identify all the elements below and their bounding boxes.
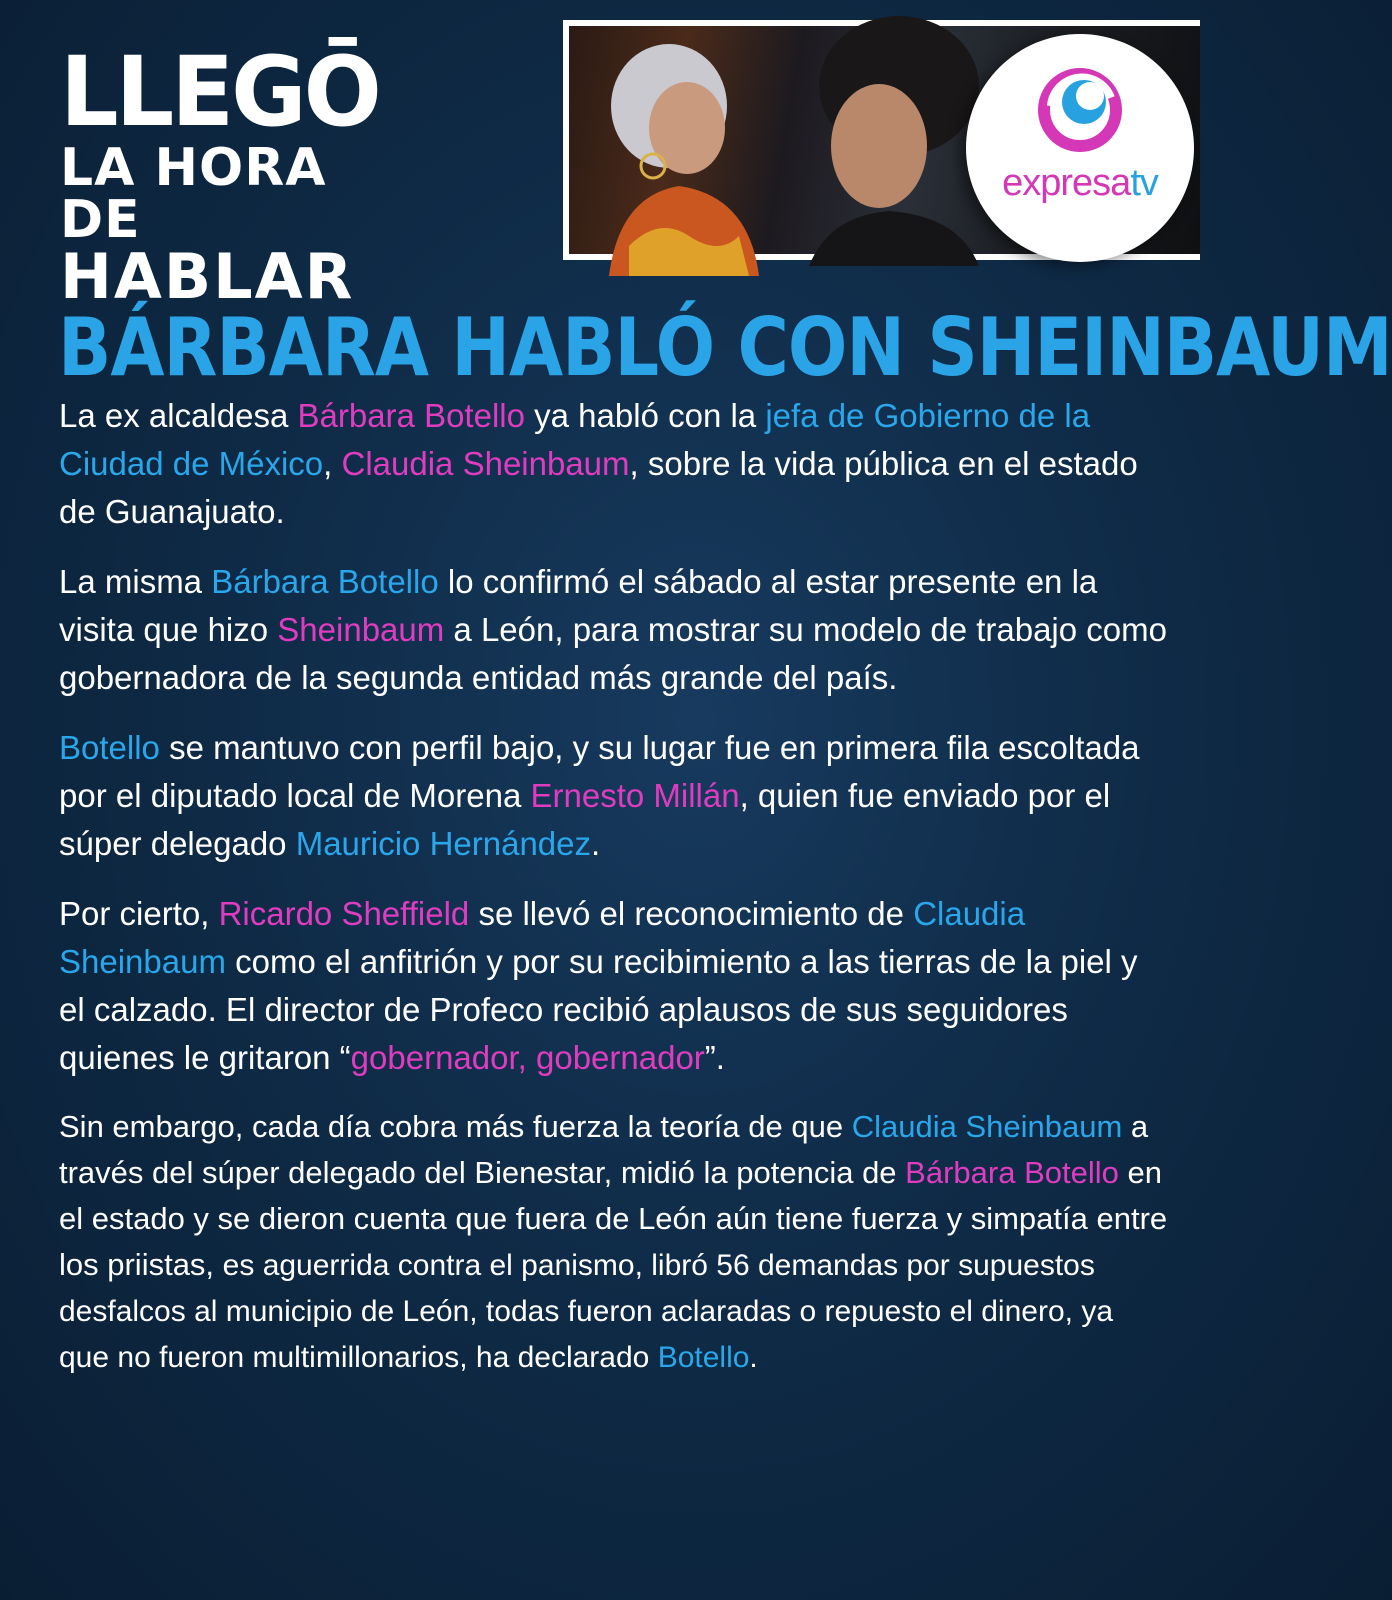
expresatv-logo: [966, 34, 1194, 262]
woman-dark-hair-figure: [769, 26, 989, 266]
name-highlight: Claudia Sheinbaum: [851, 1109, 1123, 1144]
program-title-line3: HABLAR: [60, 240, 355, 313]
paragraph-4: Por cierto, Ricardo Sheffield se llevó el reconocimiento de Claudia Sheinbaum como el anfitrión y por su recibimiento a las tierras de la piel y el calzado. El director de Profeco recibió aplausos de sus seguidores quienes le gritaron “gobernador, gobernador”.: [59, 895, 1138, 1076]
name-highlight: Sheinbaum: [277, 611, 445, 648]
expresatv-wordmark: expresatv: [1002, 162, 1158, 204]
name-highlight: Ricardo Sheffield: [218, 895, 470, 932]
woman-silver-hair-figure: [589, 36, 769, 276]
paragraph-1: La ex alcaldesa Bárbara Botello ya habló con la jefa de Gobierno de la Ciudad de México, Claudia Sheinbaum, sobre la vida pública en el estado de Guanajuato.: [59, 397, 1138, 530]
name-highlight: Bárbara Botello: [905, 1155, 1119, 1190]
news-photo: [569, 26, 1200, 254]
paragraph-3: Botello se mantuvo con perfil bajo, y su lugar fue en primera fila escoltada por el diputado local de Morena Ernesto Millán, quien fue enviado por el súper delegado Mauricio Hernández.: [59, 729, 1140, 862]
program-title-line2: LA HORA DE: [60, 138, 327, 250]
name-highlight: Claudia Sheinbaum: [59, 895, 1026, 980]
headline: BÁRBARA HABLÓ CON SHEINBAUM: [58, 300, 1392, 395]
paragraph-5: Sin embargo, cada día cobra más fuerza la teoría de que Claudia Sheinbaum a través del súper delegado del Bienestar, midió la potencia de Bárbara Botello en el estado y se dieron cuenta que fuera de León aún tiene fuerza y simpatía entre los priistas, es aguerrida contra el panismo, libró 56 demandas por supuestos desfalcos al municipio de León, todas fueron aclaradas o repuesto el dinero, ya que no fueron multimillonarios, ha declarado Botello.: [59, 1109, 1168, 1374]
program-title: [60, 35, 420, 313]
name-highlight: Bárbara Botello: [211, 563, 439, 600]
title-highlight: jefa de Gobierno de la Ciudad de México: [59, 397, 1091, 482]
program-title-line1: LLEGŌ: [60, 35, 379, 148]
name-highlight: Bárbara Botello: [297, 397, 525, 434]
expresatv-swirl-icon: [1038, 68, 1122, 152]
article-body: [59, 392, 1169, 1402]
name-highlight: Claudia Sheinbaum: [341, 445, 630, 482]
quote-highlight: gobernador, gobernador: [350, 1039, 705, 1076]
name-highlight: Botello: [59, 729, 160, 766]
news-photo-frame: [563, 20, 1200, 260]
name-highlight: Ernesto Millán: [530, 777, 740, 814]
name-highlight: Botello: [657, 1341, 750, 1374]
paragraph-2: La misma Bárbara Botello lo confirmó el sábado al estar presente en la visita que hizo Sheinbaum a León, para mostrar su modelo de trabajo como gobernadora de la segunda entidad más grande del país.: [59, 563, 1167, 696]
name-highlight: Mauricio Hernández: [295, 825, 592, 862]
